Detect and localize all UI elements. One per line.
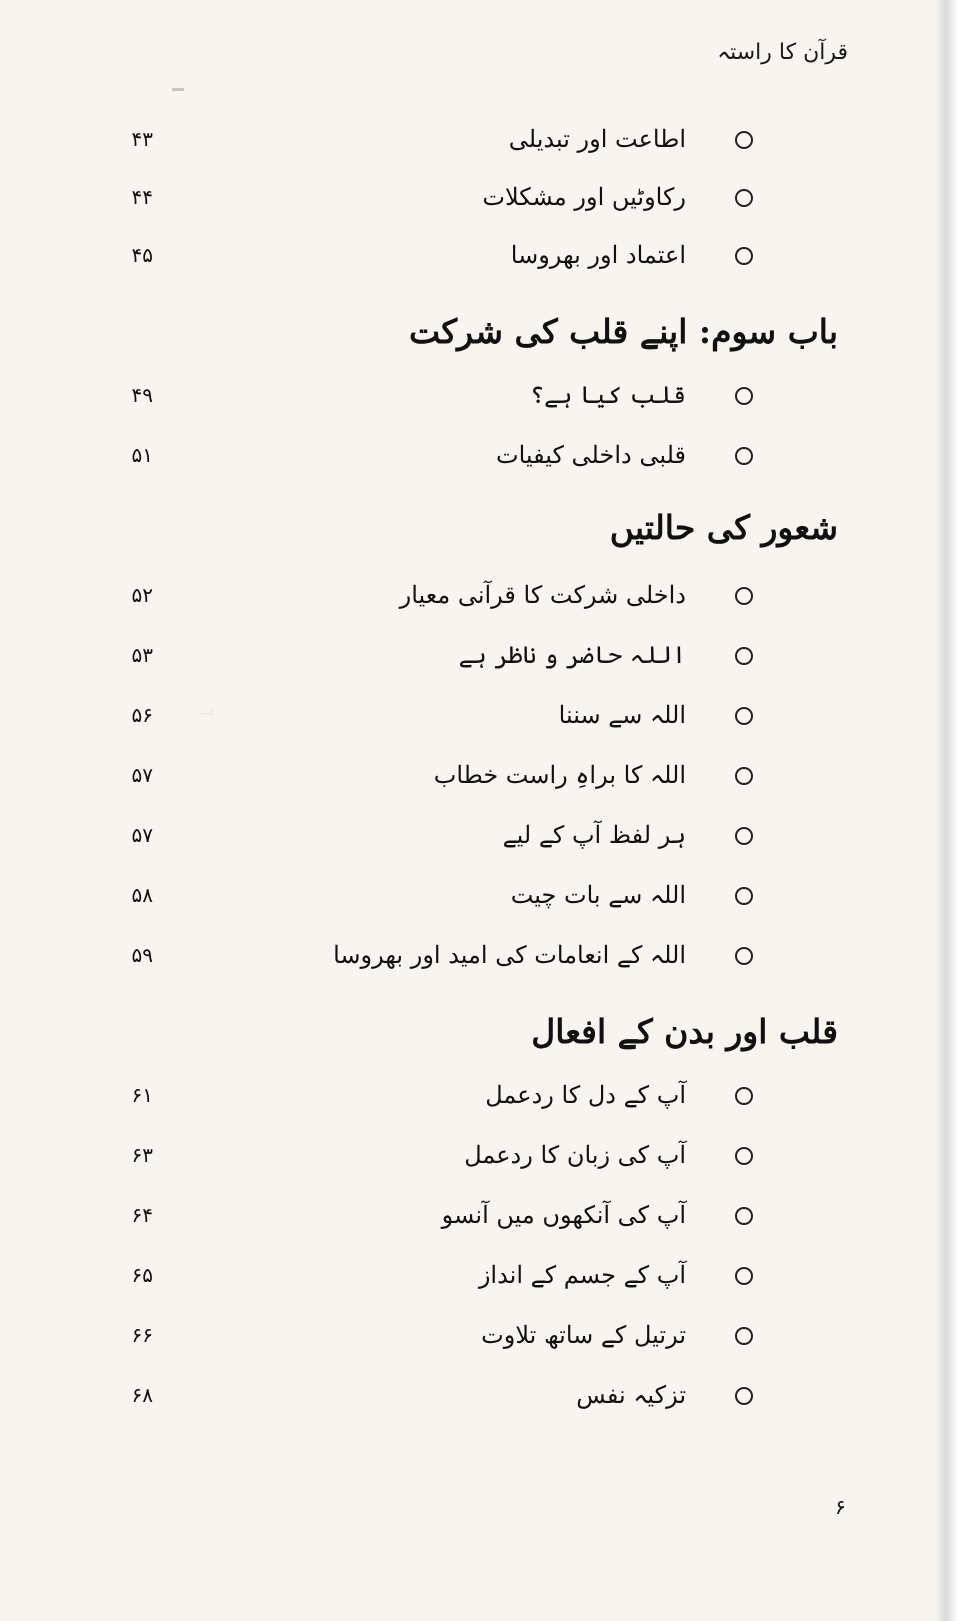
toc-entry bbox=[0, 1378, 958, 1418]
toc-entry-title: داخلی شرکت کا قرآنی معیار bbox=[399, 581, 686, 609]
bullet-circle-icon bbox=[735, 767, 753, 785]
toc-entry-page: ۶۸ bbox=[131, 1383, 153, 1407]
toc-entry-page: ۴۵ bbox=[131, 243, 153, 267]
section-heading: قلب اور بدن کے افعال bbox=[531, 1012, 838, 1051]
toc-entry-title: ہر لفظ آپ کے لیے bbox=[502, 821, 686, 849]
section-heading: شعور کی حالتیں bbox=[609, 508, 838, 547]
toc-entry-page: ۵۹ bbox=[131, 943, 153, 967]
bullet-circle-icon bbox=[735, 887, 753, 905]
page-number: ۶ bbox=[835, 1495, 846, 1519]
bullet-circle-icon bbox=[735, 1327, 753, 1345]
toc-entry bbox=[0, 180, 958, 220]
toc-entry-page: ۶۵ bbox=[131, 1263, 153, 1287]
toc-entry bbox=[0, 238, 958, 278]
toc-entry-page: ۵۱ bbox=[131, 443, 153, 467]
toc-entry bbox=[0, 1078, 958, 1118]
bullet-circle-icon bbox=[735, 387, 753, 405]
toc-entry bbox=[0, 818, 958, 858]
bullet-circle-icon bbox=[735, 247, 753, 265]
toc-entry bbox=[0, 698, 958, 738]
toc-entry-title: اللہ سے بات چیت bbox=[510, 881, 686, 909]
toc-entry-page: ۵۷ bbox=[131, 763, 153, 787]
chapter-heading: باب سوم: اپنے قلب کی شرکت bbox=[409, 312, 838, 351]
toc-entry-title: اللہ کا براہِ راست خطاب bbox=[433, 761, 686, 789]
toc-entry-title: قلب کیا ہے؟ bbox=[530, 381, 686, 409]
toc-entry-page: ۴۳ bbox=[131, 127, 153, 151]
toc-entry-title: اطاعت اور تبدیلی bbox=[508, 125, 686, 153]
toc-entry-page: ۵۷ bbox=[131, 823, 153, 847]
toc-entry bbox=[0, 1198, 958, 1238]
print-smudge bbox=[172, 88, 184, 91]
toc-entry bbox=[0, 758, 958, 798]
toc-entry-title: اعتماد اور بھروسا bbox=[510, 241, 686, 269]
toc-entry bbox=[0, 1138, 958, 1178]
bullet-circle-icon bbox=[735, 707, 753, 725]
bullet-circle-icon bbox=[735, 447, 753, 465]
toc-entry bbox=[0, 1318, 958, 1358]
toc-entry-title: اللہ حاضر و ناظر ہے bbox=[458, 641, 686, 669]
toc-entry-title: اللہ سے سننا bbox=[558, 701, 686, 729]
toc-entry bbox=[0, 878, 958, 918]
toc-entry-page: ۶۳ bbox=[131, 1143, 153, 1167]
toc-entry-title: آپ کی آنکھوں میں آنسو bbox=[441, 1201, 686, 1229]
bullet-circle-icon bbox=[735, 587, 753, 605]
bullet-circle-icon bbox=[735, 1387, 753, 1405]
toc-entry-title: اللہ کے انعامات کی امید اور بھروسا bbox=[333, 941, 686, 969]
toc-entry bbox=[0, 378, 958, 418]
toc-entry-page: ۴۹ bbox=[131, 383, 153, 407]
bullet-circle-icon bbox=[735, 1207, 753, 1225]
toc-entry-page: ۶۴ bbox=[131, 1203, 153, 1227]
bleed-through-text: ؀ bbox=[200, 690, 215, 718]
toc-entry-title: تزکیہ نفس bbox=[576, 1381, 686, 1409]
bullet-circle-icon bbox=[735, 827, 753, 845]
toc-entry-title: قلبی داخلی کیفیات bbox=[495, 441, 686, 469]
toc-entry-title: آپ کی زبان کا ردعمل bbox=[464, 1141, 686, 1169]
bullet-circle-icon bbox=[735, 947, 753, 965]
toc-entry bbox=[0, 638, 958, 678]
bullet-circle-icon bbox=[735, 647, 753, 665]
bullet-circle-icon bbox=[735, 1267, 753, 1285]
toc-entry-page: ۵۶ bbox=[131, 703, 153, 727]
toc-entry-page: ۵۲ bbox=[131, 583, 153, 607]
bullet-circle-icon bbox=[735, 131, 753, 149]
bullet-circle-icon bbox=[735, 1147, 753, 1165]
toc-entry-title: آپ کے دل کا ردعمل bbox=[485, 1081, 686, 1109]
running-header: قرآن کا راستہ bbox=[717, 40, 848, 65]
toc-entry bbox=[0, 438, 958, 478]
toc-entry-page: ۶۱ bbox=[131, 1083, 153, 1107]
toc-entry-title: ترتیل کے ساتھ تلاوت bbox=[481, 1321, 686, 1349]
toc-entry bbox=[0, 1258, 958, 1298]
toc-entry-title: آپ کے جسم کے انداز bbox=[478, 1261, 686, 1289]
bullet-circle-icon bbox=[735, 189, 753, 207]
toc-entry-page: ۵۳ bbox=[131, 643, 153, 667]
bullet-circle-icon bbox=[735, 1087, 753, 1105]
toc-entry bbox=[0, 578, 958, 618]
toc-entry-page: ۶۶ bbox=[131, 1323, 153, 1347]
toc-entry bbox=[0, 122, 958, 162]
toc-entry-title: رکاوٹیں اور مشکلات bbox=[482, 183, 686, 211]
toc-entry-page: ۴۴ bbox=[131, 185, 153, 209]
toc-entry bbox=[0, 938, 958, 978]
toc-entry-page: ۵۸ bbox=[131, 883, 153, 907]
